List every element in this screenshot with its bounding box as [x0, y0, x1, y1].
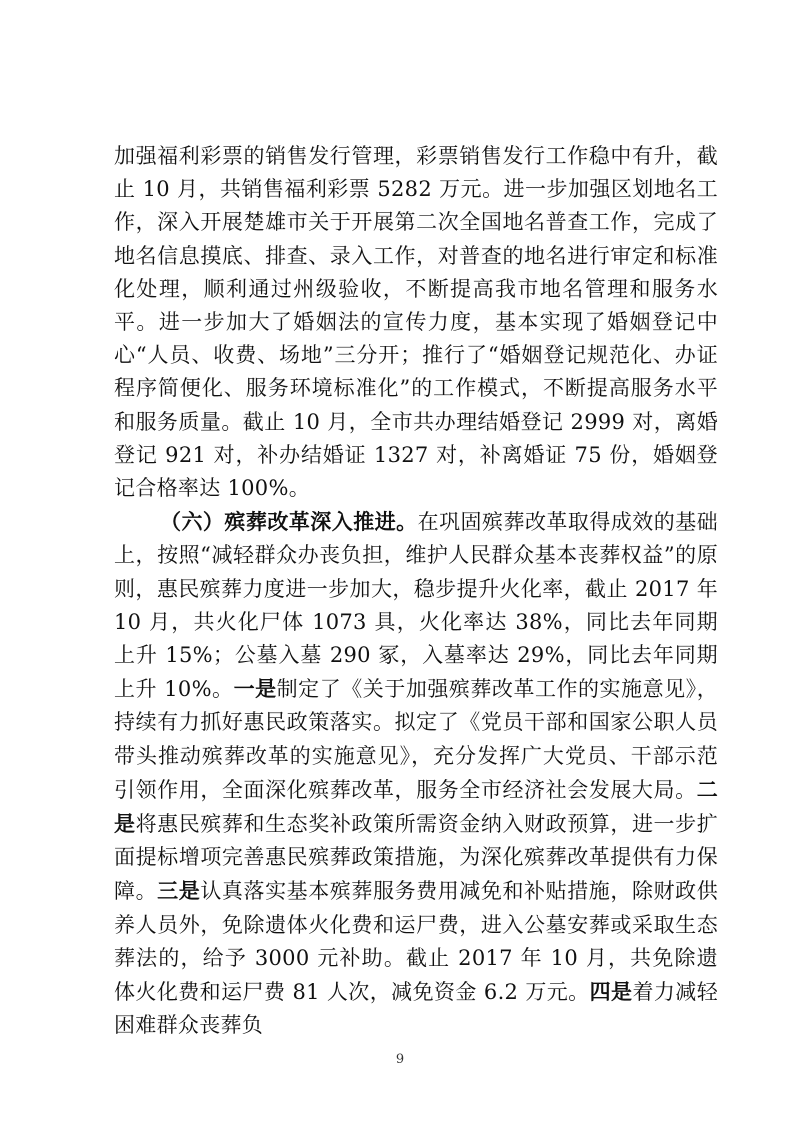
body-text	[114, 140, 718, 1042]
page-number: 9	[395, 1052, 405, 1067]
paragraph-text: 着力减轻困难群众丧葬负	[114, 980, 719, 1038]
paragraph-funeral-reform	[114, 505, 718, 1042]
paragraph-text: 将惠民殡葬和生态奖补政策所需资金纳入财政预算，进一步扩面提标增项完善惠民殡葬政策措施，为深化殡葬改革提供有力保障。	[114, 812, 718, 904]
paragraph-text: 认真落实基本殡葬服务费用减免和补贴措施，除财政供养人员外，免除遗体火化费和运尸费，进入公墓安葬或采取生态葬法的，给予 3000 元补助。截止 2017 年 10 月，共免除遗体火化费和运尸费 81 人次，减免资金 6.2 万元。	[114, 879, 718, 1005]
section-heading: （六）殡葬改革深入推进。	[160, 509, 418, 535]
point-marker-1: 一是	[233, 676, 277, 702]
point-marker-2: 二是	[114, 776, 718, 837]
paragraph-text: 在巩固殡葬改革取得成效的基础上，按照“减轻群众办丧负担，维护人民群众基本丧葬权益”的原则，惠民殡葬力度进一步加大，稳步提升火化率，截止 2017 年 10 月，共火化尸体 1073 具，火化率达 38%，同比去年同期上升 15%；公墓入墓 290 冢，入墓率达 29%，同比去年同期上升 10%。	[114, 510, 718, 702]
paragraph-text: 制定了《关于加强殡葬改革工作的实施意见》，持续有力抓好惠民政策落实。拟定了《党员干部和国家公职人员带头推动殡葬改革的实施意见》，充分发挥广大党员、干部示范引领作用，全面深化殡葬改革，服务全市经济社会发展大局。	[114, 677, 718, 802]
paragraph-welfare-lottery-marriage: 加强福利彩票的销售发行管理，彩票销售发行工作稳中有升，截止 10 月，共销售福利彩票 5282 万元。进一步加强区划地名工作，深入开展楚雄市关于开展第二次全国地名普查工作，完成了地名信息摸底、排查、录入工作，对普查的地名进行审定和标准化处理，顺利通过州级验收，不断提高我市地名管理和服务水平。进一步加大了婚姻法的宣传力度，基本实现了婚姻登记中心“人员、收费、场地”三分开；推行了“婚姻登记规范化、办证程序简便化、服务环境标准化”的工作模式，不断提高服务水平和服务质量。截止 10 月，全市共办理结婚登记 2999 对，离婚登记 921 对，补办结婚证 1327 对，补离婚证 75 份，婚姻登记合格率达 100%。	[114, 144, 718, 501]
point-marker-4: 四是	[589, 979, 633, 1005]
point-marker-3: 三是	[157, 878, 201, 904]
